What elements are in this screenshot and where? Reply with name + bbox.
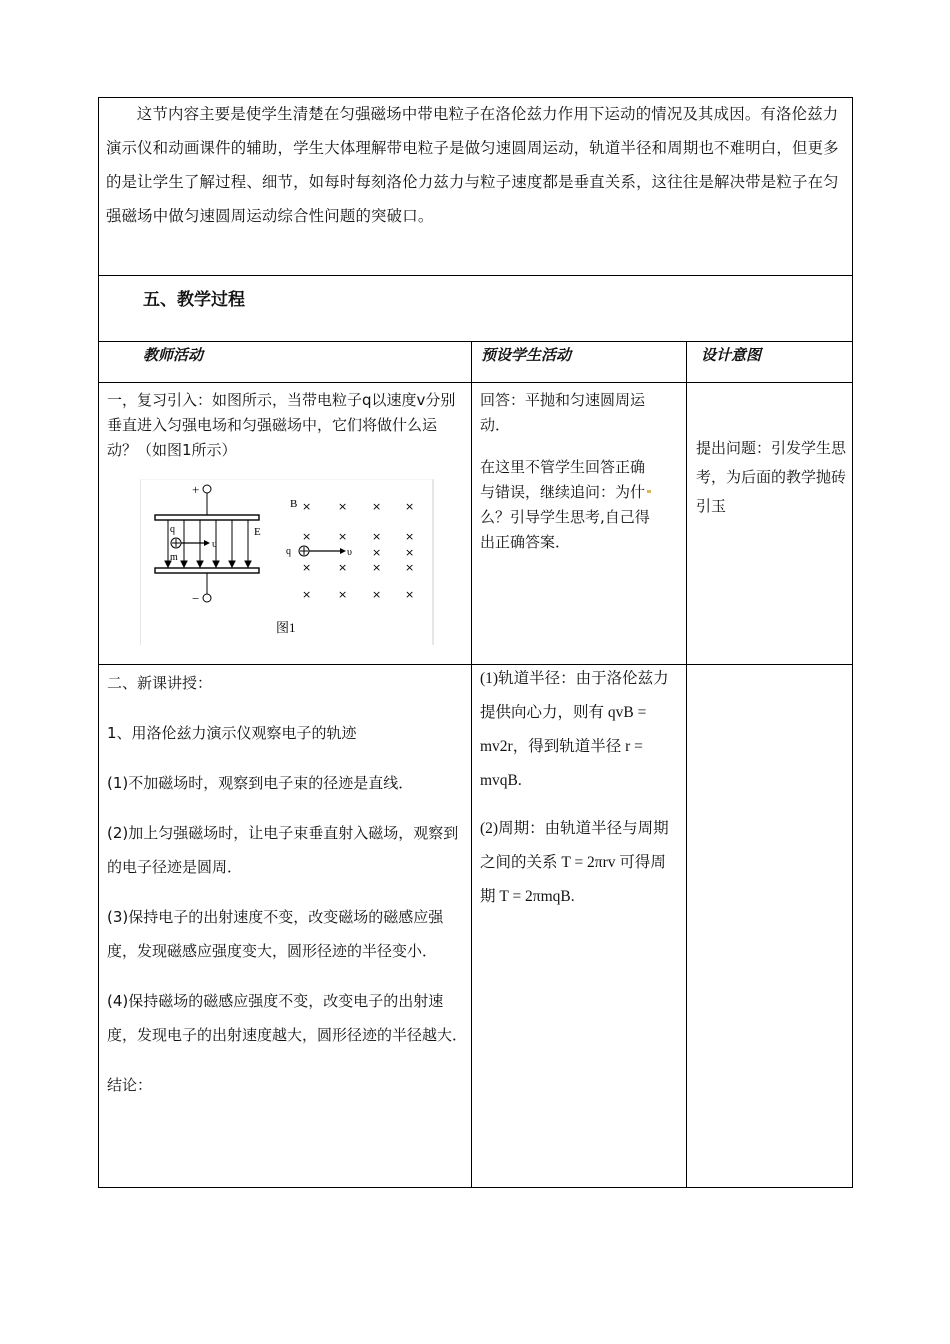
small-marker	[647, 490, 651, 493]
svg-text:×: ×	[338, 561, 348, 574]
row-divider-3	[98, 382, 853, 383]
lesson-conclusion: 结论：	[107, 1076, 153, 1094]
svg-text:×: ×	[405, 530, 415, 543]
lesson-item-1-2: (2)加上匀强磁场时，让电子束垂直射入磁场，观察到的电子径迹是圆周．	[107, 824, 459, 876]
intro-paragraph: 这节内容主要是使学生清楚在匀强磁场中带电粒子在洛伦兹力作用下运动的情况及其成因。有洛伦兹力演示仪和动画课件的辅助，学生大体理解带电粒子是做匀速圆周运动，轨道半径和周期也不难明白，但更多的是让学生了解过程、细节，如每时每刻洛伦力兹力与粒子速度都是垂直关系，这往往是解决带是粒子在匀强磁场中做匀速圆周运动综合性问题的突破口。	[106, 105, 839, 225]
e-label: E	[254, 526, 261, 538]
svg-text:×: ×	[338, 500, 348, 513]
figure-1-svg	[140, 479, 434, 645]
svg-text:×: ×	[302, 561, 312, 574]
svg-text:×: ×	[372, 500, 382, 513]
svg-text:×: ×	[338, 588, 348, 601]
orbit-radius-text: (1)轨道半径：由于洛伦兹力提供向心力，则有 qvB = mv2r，得到轨道半径 r = mvqB.	[480, 670, 669, 789]
table-border-left	[98, 97, 99, 1188]
minus-label: −	[192, 591, 200, 606]
lesson-item-1: 1、用洛伦兹力演示仪观察电子的轨迹	[107, 724, 357, 742]
svg-text:×: ×	[372, 588, 382, 601]
figure-1	[140, 479, 434, 645]
q-label-e: q	[170, 524, 175, 535]
svg-text:×: ×	[405, 500, 415, 513]
lesson-item-1-3: (3)保持电子的出射速度不变，改变磁场的磁感应强度，发现磁感应强度变大，圆形径迹的半径变小．	[107, 908, 444, 960]
plus-terminal	[203, 485, 211, 493]
row2-student-col	[480, 662, 680, 914]
v-label-e: υ	[212, 539, 217, 550]
figure-caption: 图1	[276, 620, 296, 635]
table-border-bottom	[98, 1187, 853, 1188]
svg-text:×: ×	[302, 530, 312, 543]
svg-text:×: ×	[405, 546, 415, 559]
row2-teacher-col	[107, 666, 467, 1102]
bottom-plate	[155, 568, 259, 573]
table-border-right	[852, 97, 853, 1188]
row1-student-answer: 回答：平抛和匀速圆周运动．	[480, 391, 646, 434]
lesson-heading: 二、新课讲授：	[107, 674, 213, 692]
section-title: 五、教学过程	[143, 290, 245, 310]
q-label-b: q	[286, 546, 291, 557]
minus-terminal	[203, 594, 211, 602]
row-divider-4	[98, 664, 853, 665]
header-student-activity: 预设学生活动	[481, 346, 572, 364]
svg-text:×: ×	[338, 530, 348, 543]
b-label: B	[290, 498, 298, 510]
row1-intent: 提出问题：引发学生思考，为后面的教学抛砖引玉	[696, 439, 847, 515]
svg-text:×: ×	[405, 561, 415, 574]
svg-text:×: ×	[372, 546, 382, 559]
svg-text:×: ×	[302, 500, 312, 513]
lesson-item-1-1: (1)不加磁场时，观察到电子束的径迹是直线．	[107, 774, 414, 792]
col-divider-2	[686, 341, 687, 1188]
svg-text:×: ×	[372, 561, 382, 574]
svg-text:×: ×	[372, 530, 382, 543]
header-design-intent: 设计意图	[701, 346, 762, 364]
top-plate	[155, 515, 259, 520]
lesson-item-1-4: (4)保持磁场的磁感应强度不变，改变电子的出射速度，发现电子的出射速度越大，圆形径迹的半径越大．	[107, 992, 468, 1044]
v-label-b: υ	[347, 547, 352, 558]
svg-text:×: ×	[302, 588, 312, 601]
plus-label: +	[192, 482, 200, 497]
row-divider-1	[98, 275, 853, 276]
svg-text:×: ×	[405, 588, 415, 601]
row1-student-followup: 在这里不管学生回答正确与错误，继续追问：为什么？引导学生思考,自己得出正确答案．	[480, 458, 650, 551]
col-divider-1	[471, 341, 472, 1188]
row1-teacher-text: 一，复习引入：如图所示，当带电粒子q以速度v分别垂直进入匀强电场和匀强磁场中，它们将做什么运动？（如图1所示）	[107, 391, 456, 459]
m-label: m	[170, 552, 178, 563]
header-teacher-activity: 教师活动	[143, 346, 204, 364]
period-text: (2)周期：由轨道半径与周期之间的关系 T = 2πrv 可得周期 T = 2πmqB.	[480, 820, 669, 905]
